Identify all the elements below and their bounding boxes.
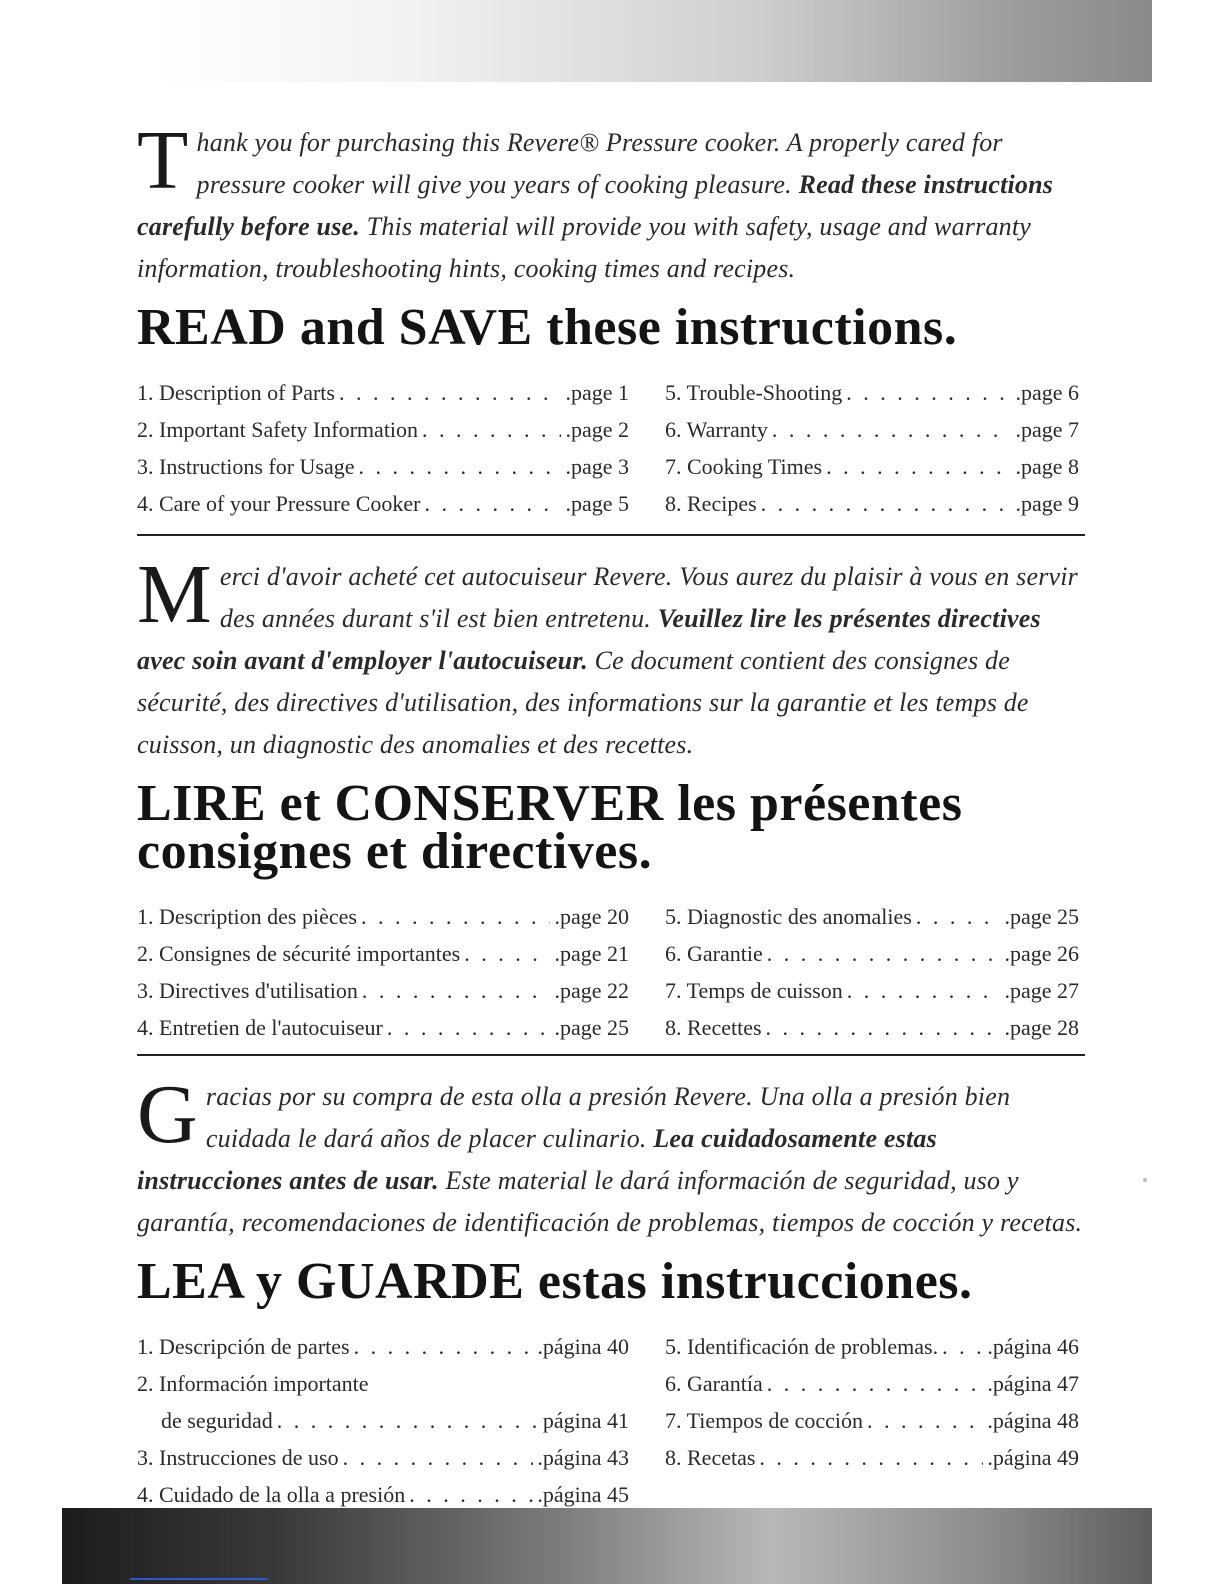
toc-item: 5. Diagnostic des anomalies . . . .page 25	[665, 898, 1079, 935]
toc-item: 2. Consignes de sécurité importantes . . . .page 21	[137, 935, 629, 972]
toc-item: 6. Warranty . . . .page 7	[665, 411, 1079, 448]
scan-speck	[1143, 1178, 1147, 1182]
toc-item: 7. Temps de cuisson . . . .page 27	[665, 972, 1079, 1009]
toc-item: 1. Description of Parts . . . .page 1	[137, 374, 629, 411]
toc-item: 1. Description des pièces . . . .page 20	[137, 898, 629, 935]
toc-item: 5. Identificación de problemas. . . . .página 46	[665, 1328, 1079, 1365]
french-toc-right	[665, 898, 1079, 1046]
toc-item: 6. Garantie . . . .page 26	[665, 935, 1079, 972]
toc-item: 7. Cooking Times . . . .page 8	[665, 448, 1079, 485]
french-intro	[137, 548, 1087, 766]
toc-item: de seguridad . . . página 41	[137, 1402, 629, 1439]
french-intro-text: erci d'avoir acheté cet autocuiseur Revere. Vous aurez du plaisir à vous en servir des années durant s'il est bien entretenu.	[219, 562, 1078, 633]
spanish-dropcap: G	[137, 1068, 198, 1161]
french-section	[137, 548, 1087, 1048]
english-dropcap: T	[137, 114, 189, 207]
toc-item: 2. Important Safety Information . . . .page 2	[137, 411, 629, 448]
english-intro-bold: Read these instructions carefully before use.	[137, 170, 1054, 241]
spanish-intro-text: racias por su compra de esta olla a presión Revere. Una olla a presión bien cuidada le dará años de placer culinario.	[205, 1082, 1011, 1153]
section-divider	[137, 1054, 1085, 1056]
toc-item: 1. Descripción de partes . . . .página 40	[137, 1328, 629, 1365]
english-toc-right	[665, 374, 1079, 522]
bottom-shadow-band	[62, 1508, 1152, 1584]
spanish-toc	[137, 1328, 1087, 1518]
spanish-intro-bold: Lea cuidadosamente estas instrucciones antes de usar.	[137, 1124, 937, 1195]
english-intro-text-2: This material will provide you with safety, usage and warranty information, troubleshooting hints, cooking times and recipes.	[137, 212, 1032, 283]
french-toc	[137, 898, 1087, 1048]
spanish-intro	[137, 1068, 1087, 1244]
english-toc-left	[137, 374, 629, 522]
english-toc	[137, 374, 1087, 524]
toc-item: 4. Cuidado de la olla a presión . . . .página 45	[137, 1476, 629, 1513]
english-heading: READ and SAVE these instructions.	[137, 299, 958, 356]
french-intro-text-2: Ce document contient des consignes de sécurité, des directives d'utilisation, des informations sur la garantie et les temps de cuisson, un diagnostic des anomalies et des recettes.	[137, 646, 1029, 759]
spanish-intro-text-2: Este material le dará información de seguridad, uso y garantía, recomendaciones de identificación de problemas, tiempos de cocción y recetas.	[137, 1166, 1083, 1237]
spanish-section	[137, 1068, 1087, 1518]
section-divider	[137, 534, 1085, 536]
french-dropcap: M	[137, 548, 212, 641]
spanish-toc-right	[665, 1328, 1079, 1476]
toc-item: 8. Recetas . . . .página 49	[665, 1439, 1079, 1476]
toc-item: 3. Directives d'utilisation . . . .page 22	[137, 972, 629, 1009]
toc-item: 3. Instrucciones de uso . . . .página 43	[137, 1439, 629, 1476]
english-intro	[137, 114, 1087, 290]
english-intro-text: hank you for purchasing this Revere® Pressure cooker. A properly cared for pressure cooker will give you years of cooking pleasure.	[196, 128, 1003, 199]
toc-item: 2. Información importante	[137, 1371, 369, 1396]
spanish-toc-left	[137, 1328, 629, 1513]
toc-item: 3. Instructions for Usage . . . .page 3	[137, 448, 629, 485]
toc-item: 5. Trouble-Shooting . . . .page 6	[665, 374, 1079, 411]
toc-item: 8. Recipes . . . .page 9	[665, 485, 1079, 522]
french-heading: LIRE et CONSERVER les présentes consignes et directives.	[137, 775, 963, 880]
french-intro-bold: Veuillez lire les présentes directives avec soin avant d'employer l'autocuiseur.	[137, 604, 1041, 675]
toc-item: 4. Care of your Pressure Cooker . . . .page 5	[137, 485, 629, 522]
bottom-blue-line	[130, 1578, 268, 1580]
toc-item: 7. Tiempos de cocción . . . .página 48	[665, 1402, 1079, 1439]
toc-item: 6. Garantía . . . .página 47	[665, 1365, 1079, 1402]
french-toc-left	[137, 898, 629, 1046]
top-shadow-band	[160, 0, 1152, 82]
spanish-heading: LEA y GUARDE estas instrucciones.	[137, 1253, 973, 1310]
toc-item: 4. Entretien de l'autocuiseur . . . .page 25	[137, 1009, 629, 1046]
english-section	[137, 114, 1087, 524]
toc-item: 8. Recettes . . . .page 28	[665, 1009, 1079, 1046]
